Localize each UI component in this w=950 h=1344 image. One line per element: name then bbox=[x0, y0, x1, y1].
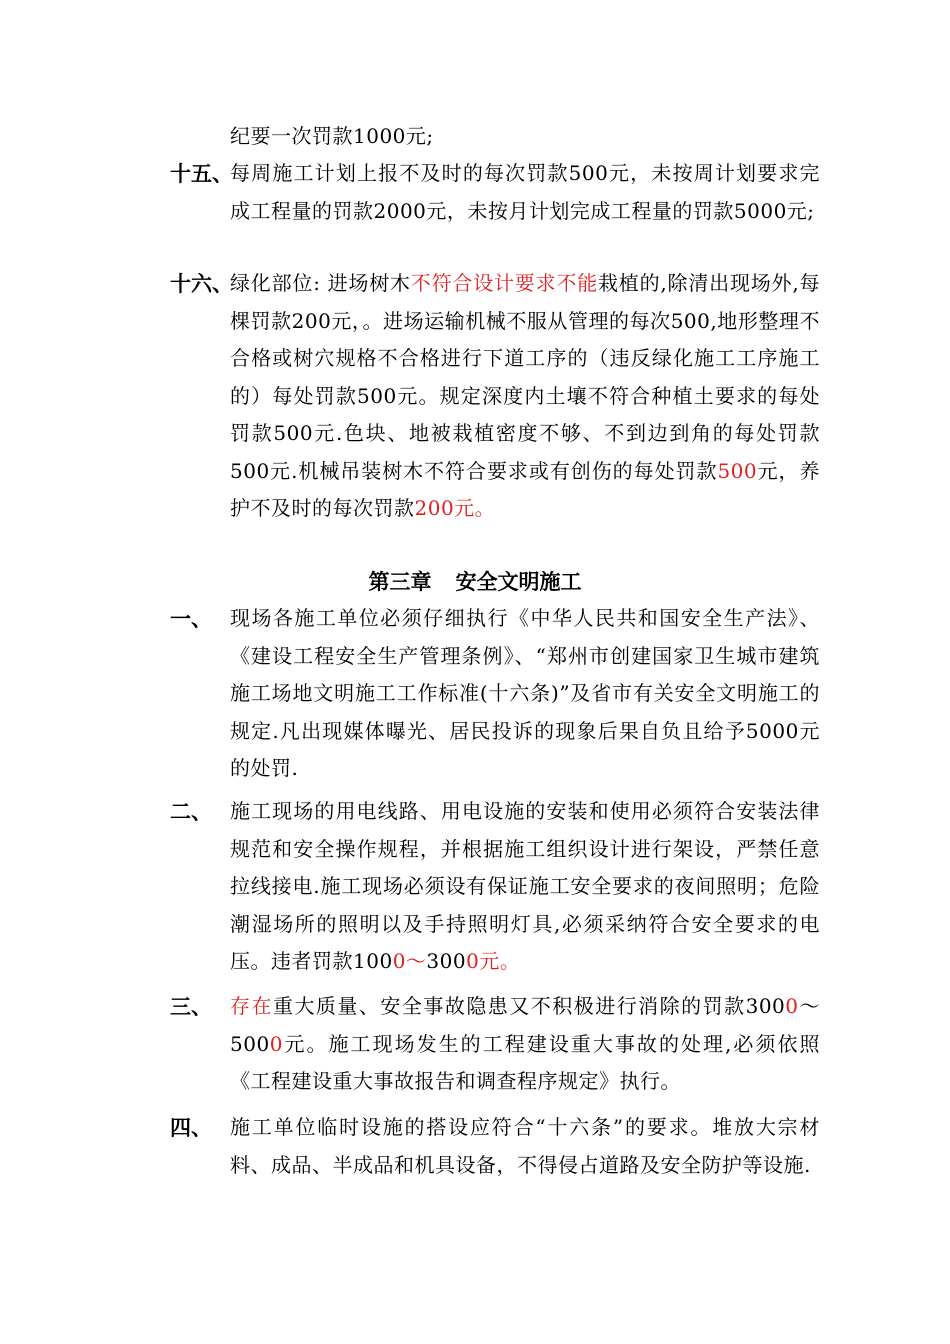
text-run: 栽植的,除清出现场外,每棵罚款200元，。进场运输机械不服从管理的每次500,地形整理不合格或树穴规格不合格进行下道工序的（违反绿化施工工序施工的）每处罚款500元。规定深度内土壤不符合种植土要求的每处罚款500元.色块、地被栽植密度不够、不到边到角的每处罚款500元.机械吊装树木不符合要求或有创伤的每处罚款 bbox=[230, 271, 821, 483]
chapter-heading bbox=[0, 563, 950, 601]
clause-text: 每周施工计划上报不及时的每次罚款500元，未按周计划要求完成工程量的罚款2000元，未按月计划完成工程量的罚款5000元; bbox=[230, 161, 820, 223]
chapter-title: 安全文明施工 bbox=[455, 569, 582, 594]
highlight-run: 0 bbox=[785, 994, 799, 1018]
text-run: 元，养护不及时的每次罚款 bbox=[230, 458, 820, 520]
text-run: 施工现场的用电线路、用电设施的安装和使用必须符合安装法律规范和安全操作规程，并根据施工组织设计进行架设，严禁任意拉线接电.施工现场必须设有保证施工安全要求的夜间照明；危险潮湿场所的照明以及手持照明灯具,必须采纳符合安全要求的电压。违者罚款100 bbox=[230, 799, 820, 973]
highlight-run: 存在 bbox=[230, 994, 273, 1018]
text-run: 绿化部位: 进场树木 bbox=[230, 271, 411, 295]
highlight-run: 0 bbox=[269, 1031, 283, 1056]
text-run: ～500 bbox=[230, 994, 820, 1056]
highlight-run: 500 bbox=[717, 458, 758, 483]
clause-marker: 三、 bbox=[170, 994, 212, 1019]
continuation-line: 纪要一次罚款1000元; bbox=[230, 124, 434, 148]
clause-marker: 十六、 bbox=[170, 271, 233, 296]
clause-text: 施工单位临时设施的搭设应符合“十六条”的要求。堆放大宗材料、成品、半成品和机具设备，不得侵占道路及安全防护等设施. bbox=[230, 1115, 820, 1177]
clause-text bbox=[230, 988, 820, 1101]
clause-15 bbox=[170, 155, 820, 230]
highlight-run: 0～ bbox=[392, 949, 427, 973]
clause-text bbox=[230, 793, 820, 981]
clause-3 bbox=[170, 988, 820, 1101]
clause-4 bbox=[170, 1109, 820, 1184]
highlight-run: 200元。 bbox=[414, 496, 496, 520]
clause-2 bbox=[170, 793, 820, 981]
highlight-run: 不符合设计要求不能 bbox=[410, 271, 598, 295]
clause-marker: 二、 bbox=[170, 799, 212, 824]
clause-text bbox=[230, 265, 820, 528]
clause-1 bbox=[170, 600, 820, 788]
text-run: 元。施工现场发生的工程建设重大事故的处理,必须依照《工程建设重大事故报告和调查程序规定》执行。 bbox=[230, 1031, 820, 1093]
clause-marker: 十五、 bbox=[170, 161, 233, 186]
clause-marker: 一、 bbox=[170, 606, 212, 631]
clause-16 bbox=[170, 265, 820, 528]
clause-text: 现场各施工单位必须仔细执行《中华人民共和国安全生产法》、《建设工程安全生产管理条例》、“郑州市创建国家卫生城市建筑施工场地文明施工工作标准(十六条)”及省市有关安全文明施工的规定.凡出现媒体曝光、居民投诉的现象后果自负且给予5000元的处罚. bbox=[230, 606, 820, 780]
highlight-run: 0元。 bbox=[466, 949, 521, 973]
text-run: 重大质量、安全事故隐患又不积极进行消除的罚款300 bbox=[272, 994, 786, 1018]
text-run: 300 bbox=[426, 949, 467, 973]
chapter-number: 第三章 bbox=[368, 569, 432, 594]
clause-marker: 四、 bbox=[170, 1115, 212, 1140]
